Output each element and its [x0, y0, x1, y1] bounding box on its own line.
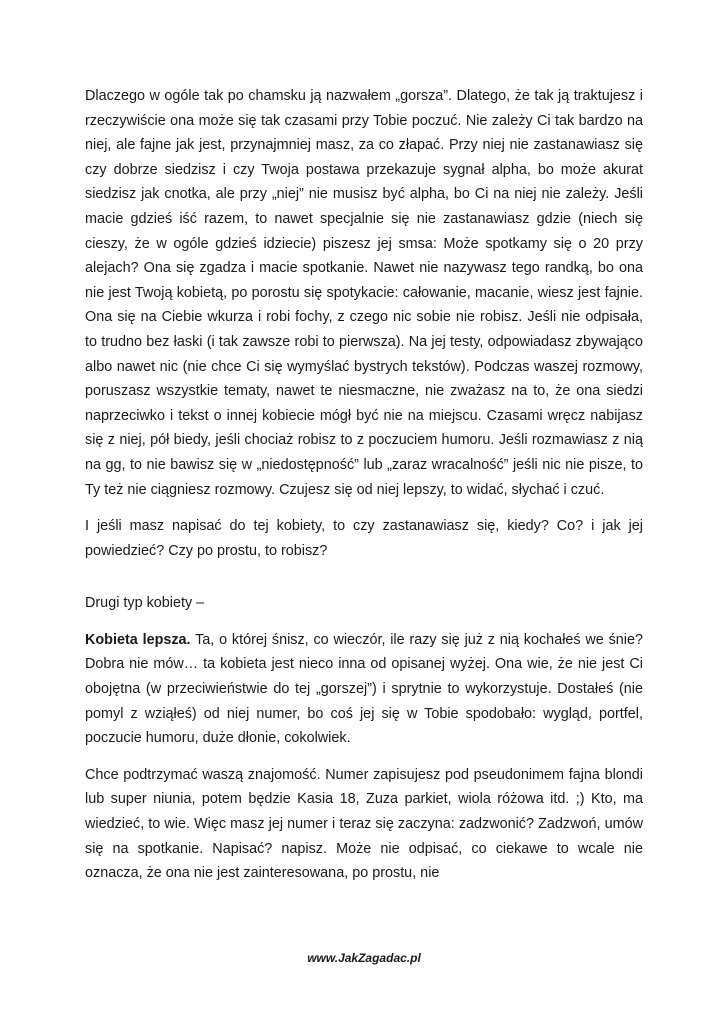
paragraph-5: Chce podtrzymać waszą znajomość. Numer zapisujesz pod pseudonimem fajna blondi lub super niunia, potem będzie Kasia 18, Zuza parkiet, wiola różowa itd. ;) Kto, ma wiedzieć, to wie. Więc masz jej numer i teraz się zaczyna: zadzwonić? Zadzwoń, umów się na spotkanie. Napisać? napisz. Może nie odpisać, co ciekawe to wcale nie oznacza, że ona nie jest zainteresowana, po prostu, nie — [85, 766, 643, 882]
paragraph-2: I jeśli masz napisać do tej kobiety, to czy zastanawiasz się, kiedy? Co? i jak jej powiedzieć? Czy po prostu, to robisz? — [85, 518, 643, 559]
section-heading: Drugi typ kobiety – — [85, 595, 205, 612]
footer-url: www.JakZagadac.pl — [307, 951, 421, 965]
paragraph-4-text: Ta, o której śnisz, co wieczór, ile razy się już z nią kochałeś we śnie? Dobra nie mów… ta kobieta jest nieco inna od opisanej wyżej. Ona wie, że nie jest Ci obojętna (w przeciwieństwie do tej „gorszej”) i sprytnie to wykorzystuje. Dostałeś (nie pomyl z wziąłeś) od niej numer, bo coś jej się w Tobie spodobało: wygląd, portfel, poczucie humoru, duże dłonie, cokolwiek. — [85, 631, 643, 747]
bold-lead: Kobieta lepsza. — [85, 631, 191, 648]
paragraph-1: Dlaczego w ogóle tak po chamsku ją nazwałem „gorsza”. Dlatego, że tak ją traktujesz i rzeczywiście ona może się tak czasami przy Tobie poczuć. Nie zależy Ci tak bardzo na niej, ale fajne jak jest, przynajmniej masz, za co złapać. Przy niej nie zastanawiasz się czy dobrze siedzisz i czy Twoja postawa przekazuje sygnał alpha, bo może akurat siedzisz jak cnotka, ale przy „niej” nie musisz być alpha, bo Ci na niej nie zależy. Jeśli macie gdzieś iść razem, to nawet specjalnie się nie zastanawiasz gdzie (niech się cieszy, że w ogóle gdzieś idziecie) piszesz jej smsa: Może spotkamy się o 20 przy alejach? Ona się zgadza i macie spotkanie. Nawet nie nazywasz tego randką, bo ona nie jest Twoją kobietą, po porostu się spotykacie: całowanie, macanie, wiesz jest fajnie. Ona się na Ciebie wkurza i robi fochy, z czego nic sobie nie robisz. Jeśli nie odpisała, to trudno bez łaski (i tak zawsze robi to pierwsza). Na jej testy, odpowiadasz zbywająco albo nawet nic (nie chce Ci się wymyślać bystrych tekstów). Podczas waszej rozmowy, poruszasz wszystkie tematy, nawet te niesmaczne, nie zważasz na to, że ona siedzi naprzeciwko i tekst o innej kobiecie mógł być nie na miejscu. Czasami wręcz nabijasz się z niej, pół biedy, jeśli chociaż robisz to z poczuciem humoru. Jeśli rozmawiasz z nią na gg, to nie bawisz się w „niedostępność” lub „zaraz wracalność” jeśli nic nie pisze, to Ty też nie ciągniesz rozmowy. Czujesz się od niej lepszy, to widać, słychać i czuć. — [85, 88, 643, 498]
document-body — [85, 84, 643, 898]
paragraph-4 — [85, 628, 643, 751]
